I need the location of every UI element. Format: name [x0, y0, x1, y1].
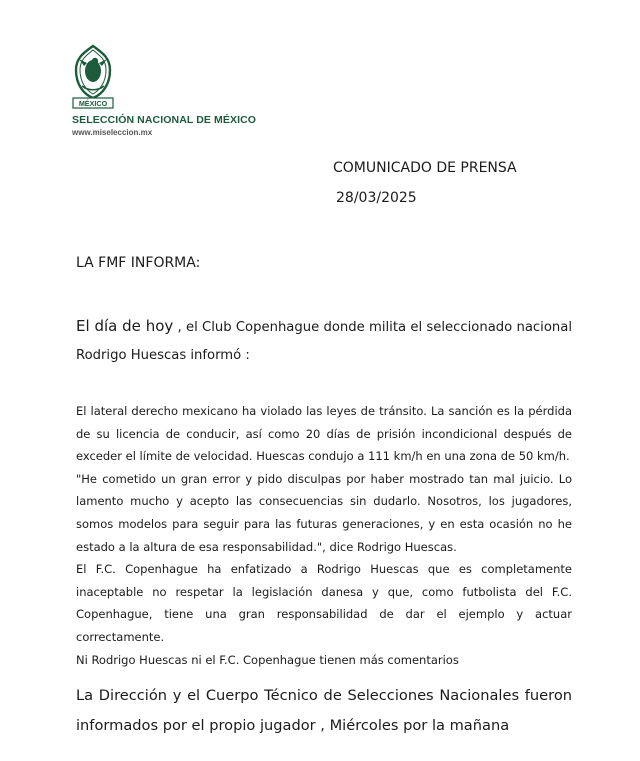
- body-paragraph: El lateral derecho mexicano ha violado las leyes de tránsito. La sanción es la pérdida de su licencia de conducir, así como 20 días de prisión incondicional después de exceder el límite de velocidad. Huescas condujo a 111 km/h en una zona de 50 km/h.: [76, 404, 572, 464]
- section-heading: LA FMF INFORMA:: [76, 255, 201, 271]
- mexico-crest-logo: [70, 44, 116, 110]
- communique-title: COMUNICADO DE PRENSA: [333, 160, 517, 176]
- intro-text: , el Club Copenhague donde milita el seleccionado nacional Rodrigo Huescas informó :: [76, 320, 572, 363]
- body-paragraph: Ni Rodrigo Huescas ni el F.C. Copenhague tienen más comentarios: [76, 652, 459, 667]
- statement-body: [76, 400, 572, 671]
- website-link[interactable]: www.miseleccion.mx: [72, 128, 153, 137]
- intro-lead: El día de hoy: [76, 317, 174, 335]
- body-paragraph: "He cometido un gran error y pido disculpas por haber mostrado tan mal juicio. Lo lamento mucho y acepto las consecuencias sin dudarlo. Nosotros, los jugadores, somos modelos para seguir para las futuras generaciones, y en esta ocasión no he estado a la altura de esa responsabilidad.", dice Rodrigo Huescas.: [76, 471, 572, 554]
- body-paragraph: El F.C. Copenhague ha enfatizado a Rodrigo Huescas que es completamente inaceptable no respetar la legislación danesa y que, como futbolista del F.C. Copenhague, tiene una gran responsabilidad de dar el ejemplo y actuar correctamente.: [76, 562, 572, 644]
- svg-text:MÉXICO: MÉXICO: [78, 99, 108, 108]
- closing-paragraph: La Dirección y el Cuerpo Técnico de Selecciones Nacionales fueron informados por el propio jugador , Miércoles por la mañana: [76, 687, 572, 734]
- org-name: SELECCIÓN NACIONAL DE MÉXICO: [72, 114, 257, 126]
- communique-date: 28/03/2025: [336, 190, 417, 206]
- intro-paragraph: [76, 312, 572, 370]
